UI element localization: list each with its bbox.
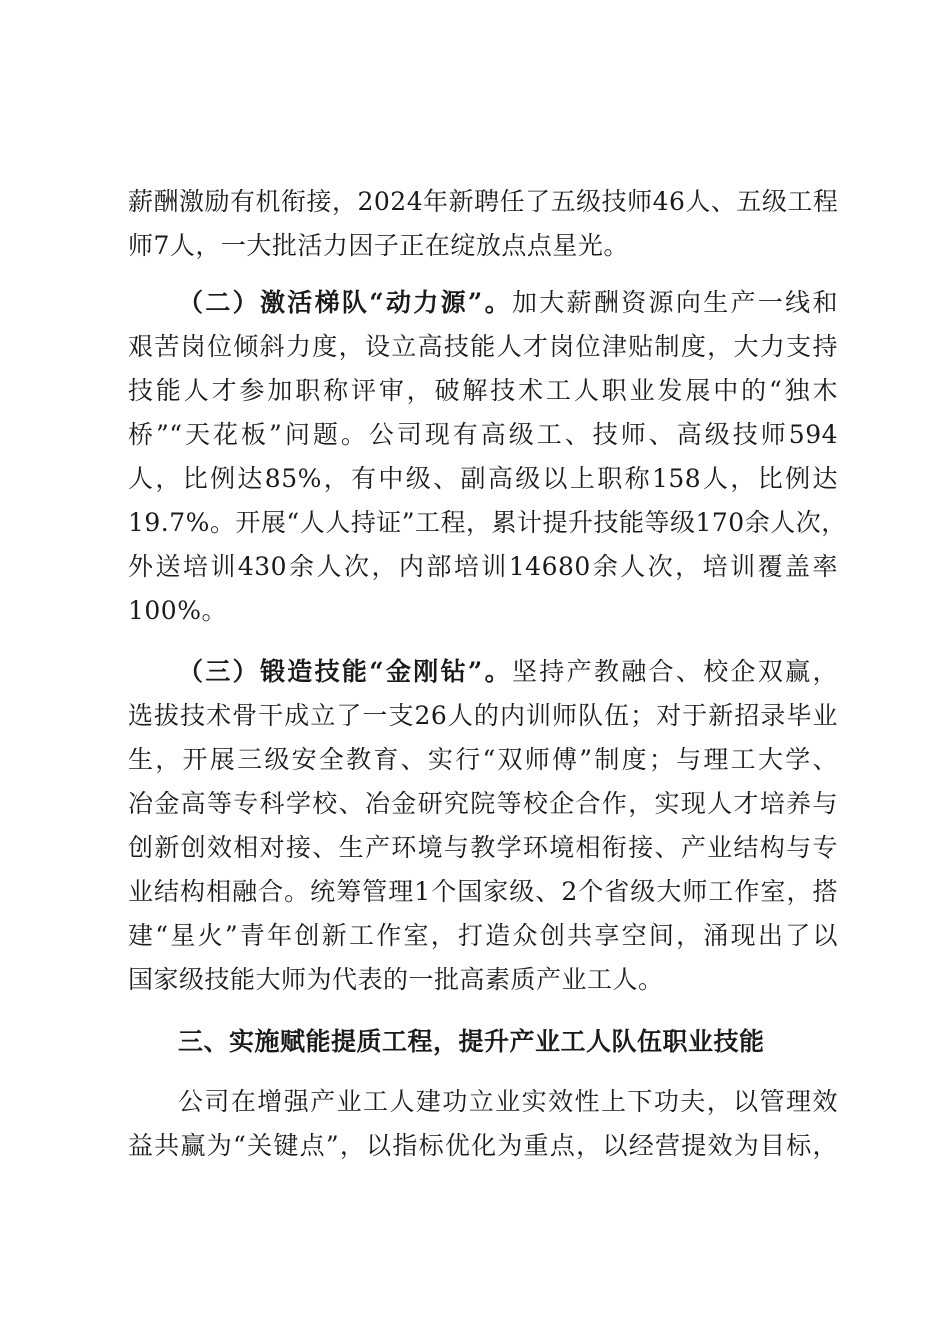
paragraph-2-line-4: 桥”“天花板”问题。公司现有高级工、技师、高级技师594 xyxy=(128,420,838,449)
paragraph-2-line-3: 技能人才参加职称评审，破解技术工人职业发展中的“独木 xyxy=(128,376,838,405)
paragraph-2-line-2: 艰苦岗位倾斜力度，设立高技能人才岗位津贴制度，大力支持 xyxy=(128,332,838,361)
paragraph-2-line-1-text: 加大薪酬资源向生产一线和 xyxy=(511,288,838,317)
paragraph-2-line-7: 外送培训430余人次，内部培训14680余人次，培训覆盖率 xyxy=(128,552,838,581)
paragraph-3-line-2: 选拔技术骨干成立了一支26人的内训师队伍；对于新招录毕业 xyxy=(128,701,838,730)
section-3-heading: 三、实施赋能提质工程，提升产业工人队伍职业技能 xyxy=(178,1027,765,1056)
paragraph-3-heading: （三）锻造技能“金刚钻”。 xyxy=(178,657,512,686)
paragraph-2-line-5: 人，比例达85%，有中级、副高级以上职称158人，比例达 xyxy=(128,464,838,493)
paragraph-2-line-6: 19.7%。开展“人人持证”工程，累计提升技能等级170余人次， xyxy=(128,508,847,537)
paragraph-1-line-2: 师7人，一大批活力因子正在绽放点点星光。 xyxy=(128,231,629,260)
paragraph-2-line-8: 100%。 xyxy=(128,596,227,625)
paragraph-3-line-1-text: 坚持产教融合、校企双赢， xyxy=(511,657,838,686)
paragraph-2-line-1 xyxy=(178,281,838,325)
paragraph-3-line-7: 建“星火”青年创新工作室，打造众创共享空间，涌现出了以 xyxy=(128,921,838,950)
paragraph-3-line-1 xyxy=(178,650,838,694)
paragraph-1-line-1: 薪酬激励有机衔接，2024年新聘任了五级技师46人、五级工程 xyxy=(128,187,839,216)
paragraph-4-line-2: 益共赢为“关键点”，以指标优化为重点，以经营提效为目标， xyxy=(128,1131,838,1160)
paragraph-3-line-8: 国家级技能大师为代表的一批高素质产业工人。 xyxy=(128,965,664,994)
paragraph-3-line-5: 创新创效相对接、生产环境与教学环境相衔接、产业结构与专 xyxy=(128,833,838,862)
paragraph-3-line-6: 业结构相融合。统筹管理1个国家级、2个省级大师工作室，搭 xyxy=(128,877,838,906)
paragraph-3-line-3: 生，开展三级安全教育、实行“双师傅”制度；与理工大学、 xyxy=(128,745,838,774)
paragraph-3-line-4: 冶金高等专科学校、冶金研究院等校企合作，实现人才培养与 xyxy=(128,789,838,818)
paragraph-2-heading: （二）激活梯队“动力源”。 xyxy=(178,288,512,317)
paragraph-4-line-1: 公司在增强产业工人建功立业实效性上下功夫，以管理效 xyxy=(178,1087,838,1116)
